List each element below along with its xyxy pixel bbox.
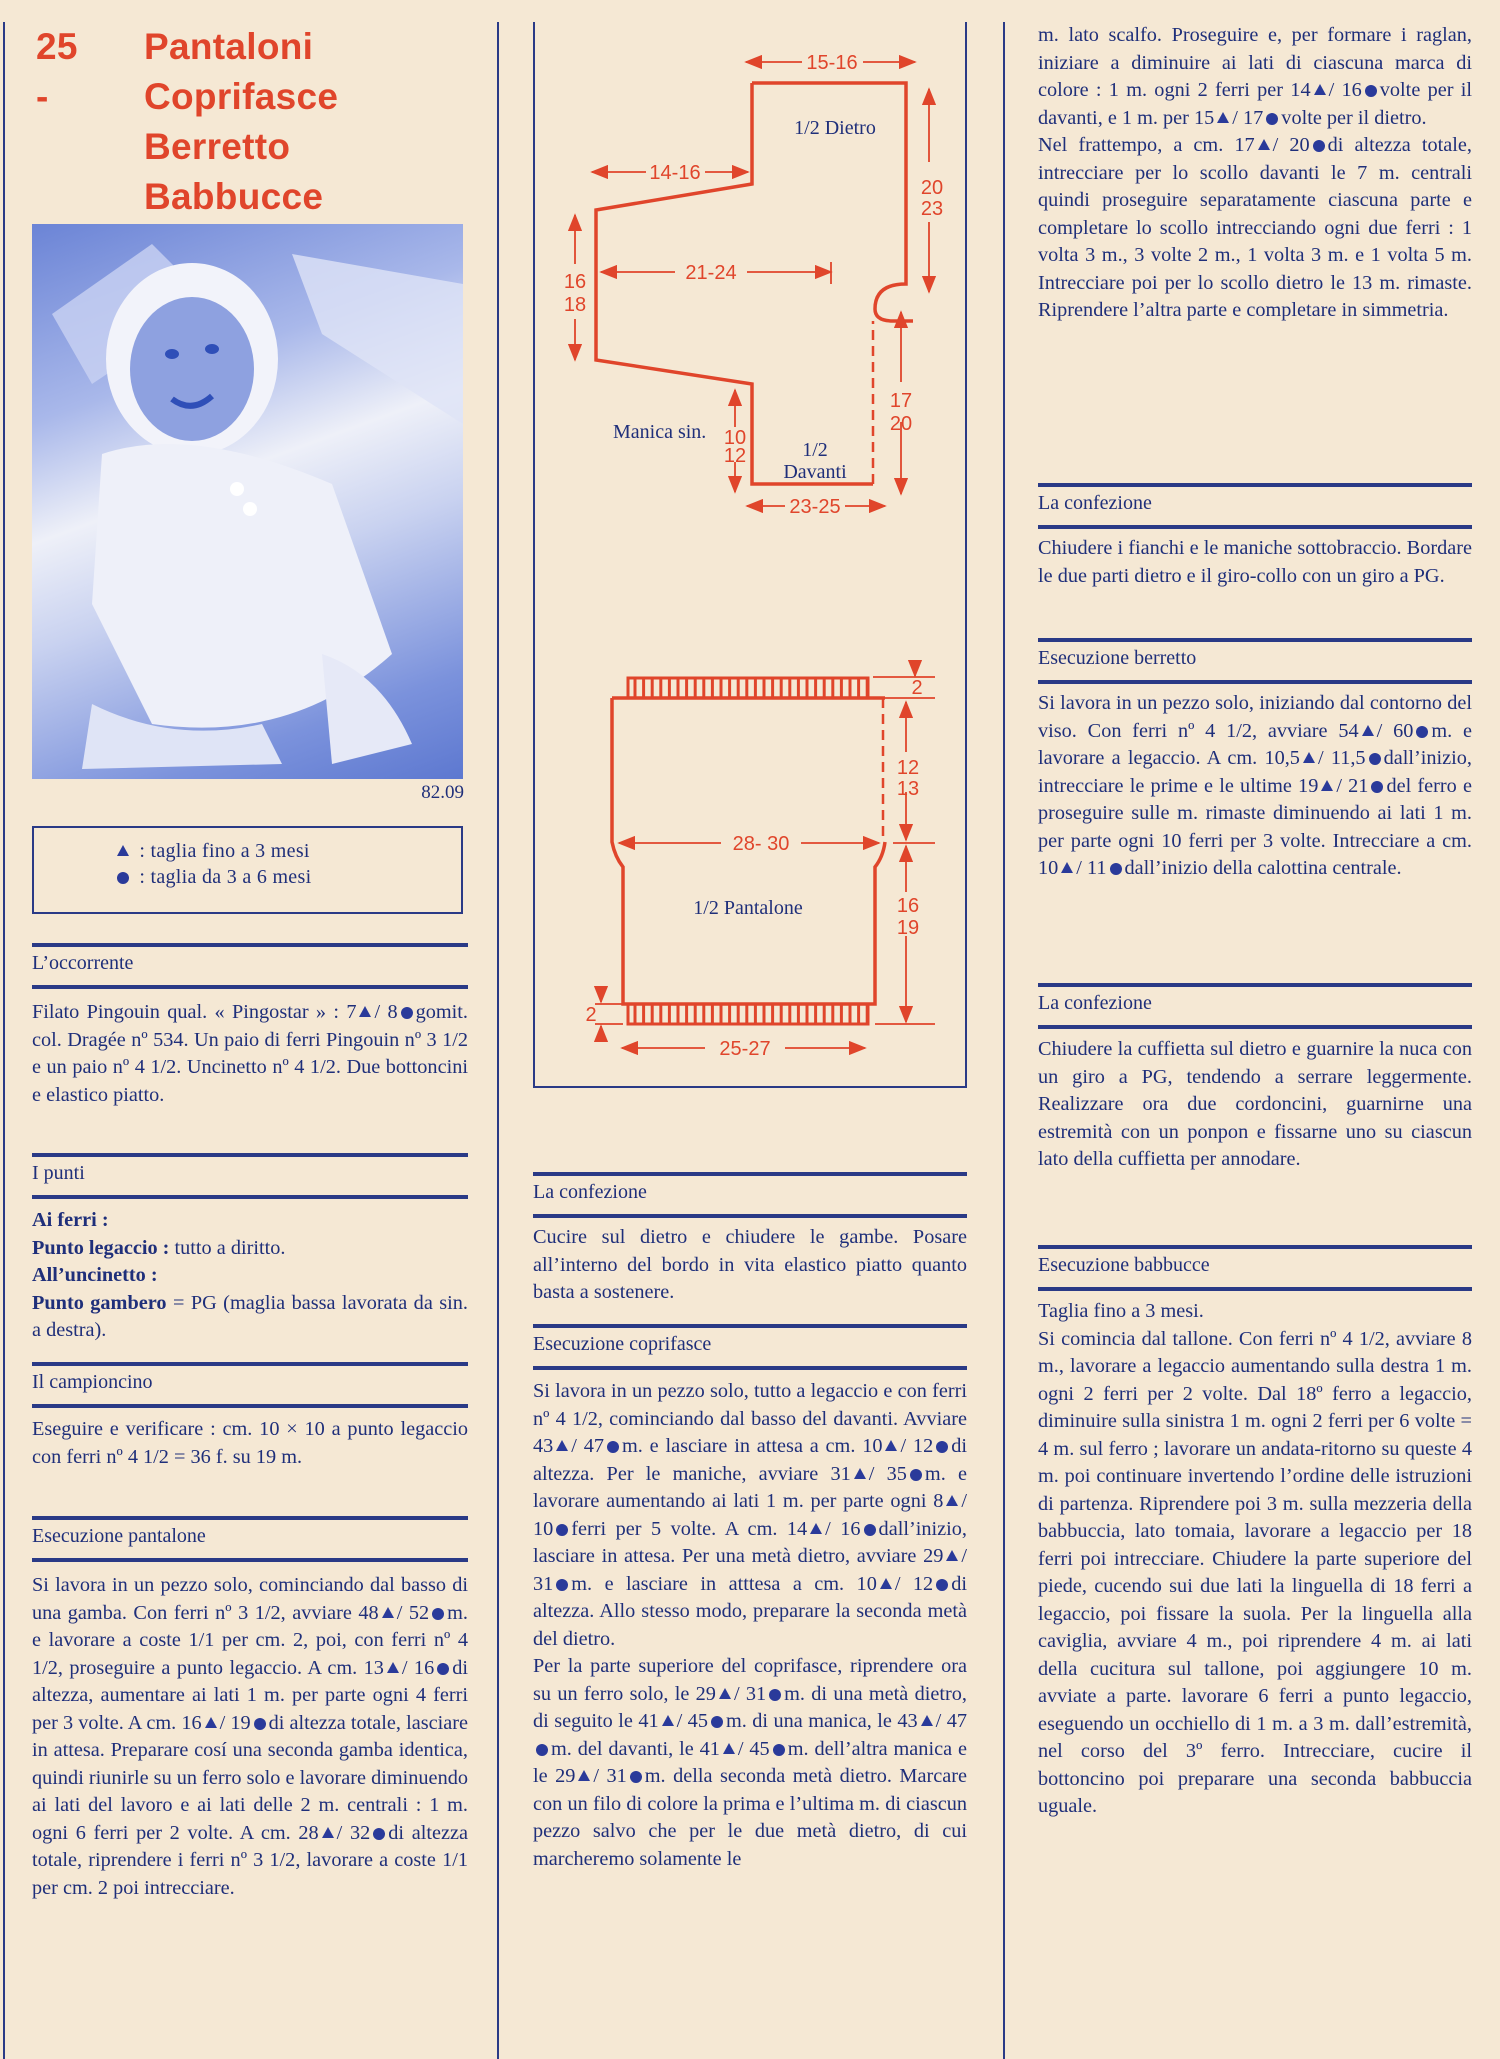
diagram-panel: [533, 22, 967, 1088]
heading-berretto: Esecuzione berretto: [1038, 638, 1472, 684]
heading-confezione-pantalone: La confezione: [533, 1172, 967, 1218]
circle-icon: [910, 1469, 922, 1481]
triangle-icon: [556, 1440, 568, 1451]
triangle-icon: [1321, 780, 1333, 791]
title-line-pantaloni: Pantaloni: [144, 26, 314, 67]
circle-icon: [630, 1771, 642, 1783]
heading-campioncino: Il campioncino: [32, 1362, 468, 1408]
triangle-icon: [1303, 752, 1315, 763]
measure-upper-height-1: 12: [896, 757, 920, 779]
circle-icon: [254, 1718, 266, 1730]
text-confezione-coprifasce: Chiudere i fianchi e le maniche sottobraccio. Bordare le due parti dietro e il giro-collo con un giro a PG.: [1038, 537, 1472, 587]
circle-icon: [607, 1441, 619, 1453]
circle-icon: [936, 1441, 948, 1453]
label-pantalone: 1/2 Pantalone: [693, 897, 803, 919]
measure-bottom-width: 25-27: [719, 1038, 771, 1060]
heading-confezione-coprifasce: La confezione: [1038, 483, 1472, 529]
text-coprifasce: Si lavora in un pezzo solo, tutto a legaccio e con ferri nº 4 1/2, cominciando dal basso del davanti. Avviare 43 / 47 m. e lasciare in attesa a cm. 10 / 12 di altezza. Per le maniche, avviare 31 / 35 m. e lavorare aumentando ai lati 1 m. per parte ogni 8 / 10 ferri per 5 volte. A cm. 14 / 16 dall’inizio, lasciare in attesa. Per una metà dietro, avviare 29 / 31 m. e lasciare in atttesa a cm. 10 / 12 di altezza. Allo stesso modo, preparare la seconda metà del dietro. Per la parte superiore del coprifasce, riprendere ora su un ferro solo, le 29 / 31 m. di una metà dietro, di seguito le 41 / 45 m. di una manica, le 43 / 47m. del davanti, le 41 / 45 m. dell’altra manica e le 29 / 31 m. della seconda metà dietro. Marcare con un filo di colore la prima e l’ultima m. di ciascun pezzo salvo che per le due metà dietro, di cui marcheremo solamente le: [533, 1380, 967, 1870]
text-occorrente: Filato Pingouin qual. « Pingostar » : 7 / 8 gomit. col. Dragée nº 534. Un paio di ferri Pingouin nº 3 1/2 e un paio nº 4 1/2. Uncinetto nº 4 1/2. Due bottoncini e elastico piatto.: [32, 1001, 468, 1106]
measure-top-width: 15-16: [806, 52, 858, 74]
legend-row-large: : taglia da 3 a 6 mesi: [114, 866, 311, 889]
circle-icon: [1365, 85, 1377, 97]
circle-icon: [1369, 753, 1381, 765]
measure-sleeve-low-1: 10: [723, 427, 747, 449]
triangle-icon: [946, 1495, 958, 1506]
measure-back-height-1: 20: [920, 177, 944, 199]
heading-babbucce: Esecuzione babbucce: [1038, 1245, 1472, 1291]
triangle-icon: [1258, 139, 1270, 150]
triangle-icon: [578, 1770, 590, 1781]
text-berretto: Si lavora in un pezzo solo, iniziando dal contorno del viso. Con ferri nº 4 1/2, avviare 54 / 60 m. e lavorare a legaccio. A cm. 10,5 / 11,5 dall’inizio, intrecciare le prime e le ultime 19 / 21 del ferro e proseguire sulle m. rimaste diminuendo ai lati 1 m. per parte ogni 10 ferri per 3 volte. Intrecciare a cm. 10 / 11 dall’inizio della calottina centrale.: [1038, 692, 1472, 879]
circle-icon: [432, 1608, 444, 1620]
measure-lower-height-2: 19: [896, 917, 920, 939]
text-coprifasce-continued: m. lato scalfo. Proseguire e, per formare i raglan, iniziare a diminuire ai lati di ciascuna marca di colore : 1 m. ogni 2 ferri per 14 / 16 volte per il davanti, e 1 m. per 15 / 17 volte per il dietro. Nel frattempo, a cm. 17 / 20 di altezza totale, intrecciare per lo scollo davanti le 7 m. centrali quindi proseguire separatamente ciascuna parte e completare lo scollo intrecciando ogni due ferri : 1 volta 3 m., 3 volte 2 m., 1 volta 3 m. e 1 volta 5 m. Intrecciare poi per lo scollo dietro le 13 m. rimaste. Riprendere l’altra parte e completare in simmetria.: [1038, 24, 1472, 321]
triangle-icon: [946, 1550, 958, 1561]
triangle-icon: [382, 1607, 394, 1618]
measure-bottom-width: 23-25: [789, 496, 841, 518]
heading-punti: I punti: [32, 1153, 468, 1199]
label-manica: Manica sin.: [613, 421, 707, 443]
text-confezione-pantalone: Cucire sul dietro e chiudere le gambe. Posare all’interno del bordo in vita elastico piatto quanto basta a sostenere.: [533, 1226, 967, 1303]
baby-photo: [32, 224, 463, 779]
triangle-icon: [387, 1662, 399, 1673]
circle-icon: [401, 1007, 413, 1019]
text-campioncino: Eseguire e verificare : cm. 10 × 10 a punto legaccio con ferri nº 4 1/2 = 36 f. su 19 m.: [32, 1418, 468, 1468]
circle-icon: [536, 1744, 548, 1756]
circle-icon: [1110, 863, 1122, 875]
column-rule-left: [3, 22, 5, 2059]
circle-icon: [437, 1663, 449, 1675]
heading-confezione-berretto: La confezione: [1038, 983, 1472, 1029]
heading-pantalone: Esecuzione pantalone: [32, 1516, 468, 1562]
triangle-icon: [359, 1006, 371, 1017]
triangle-icon: [723, 1743, 735, 1754]
label-davanti-1: 1/2: [802, 439, 828, 461]
triangle-icon: [322, 1827, 334, 1838]
heading-occorrente: L’occorrente: [32, 943, 468, 989]
title-line-berretto: Berretto: [144, 126, 291, 167]
circle-icon: [556, 1524, 568, 1536]
title-line-babbucce: Babbucce: [144, 176, 324, 217]
title-line-coprifasce: Coprifasce: [144, 76, 339, 117]
triangle-icon: [662, 1715, 674, 1726]
triangle-icon: [205, 1717, 217, 1728]
label-dietro: 1/2 Dietro: [794, 117, 876, 139]
measure-front-height-2: 20: [889, 413, 913, 435]
column-rule-2: [1003, 22, 1005, 2059]
column-1: [30, 0, 468, 2059]
photo-code: 82.09: [421, 782, 464, 803]
measure-front-height-1: 17: [889, 390, 913, 412]
measure-bottom-rib: 2: [585, 1004, 597, 1026]
measure-upper-height-2: 13: [896, 778, 920, 800]
size-legend: [32, 826, 463, 914]
text-babbucce: Taglia fino a 3 mesi. Si comincia dal tallone. Con ferri nº 4 1/2, avviare 8 m., lavorare a legaccio aumentando sulla destra 1 m. ogni 2 ferri per 2 volte. Dal 18º ferro a legaccio, diminuire sulla sinistra 1 m. ogni 2 ferri per 6 volte = 4 m. sul ferro ; lavorare un andata-ritorno su queste 4 m. poi continuare invertendo l’ordine delle istruzioni di partenza. Riprendere poi 3 m. sulla mezzeria della babbuccia, lato tomaia, lavorare a legaccio per 18 ferri poi intrecciare. Chiudere la parte superiore del piede, cucendo sui due lati la linguella di 18 ferri a legaccio, poi fissare la suola. Per la linguella alla caviglia, avviare 4 m., poi riprendere 4 m. ai lati della cucitura sul tallone, poi aggiungere 10 m. avviate a parte. lavorare 6 ferri a punto legaccio, eseguendo un occhiello di 1 m. a 3 m. dall’estremità, nel corso del 3º ferro. Intrecciare, cucire il bottoncino poi preparare una seconda babbuccia uguale.: [1038, 1300, 1472, 1817]
measure-mid-width: 28- 30: [732, 833, 790, 855]
triangle-icon: [1362, 725, 1374, 736]
triangle-icon: [885, 1440, 897, 1451]
column-2: [533, 0, 967, 2059]
text-punti: Ai ferri : Punto legaccio : tutto a diritto. All’uncinetto : Punto gambero = PG (maglia bassa lavorata da sin. a destra).: [32, 1209, 468, 1341]
triangle-icon: [1061, 862, 1073, 873]
circle-icon: [373, 1828, 385, 1840]
measure-sleeve-height-1: 16: [563, 271, 587, 293]
measure-sleeve-width: 21-24: [685, 262, 737, 284]
measure-sleeve-top: 14-16: [649, 162, 701, 184]
circle-icon: [117, 872, 129, 884]
text-pantalone: Si lavora in un pezzo solo, cominciando dal basso di una gamba. Con ferri nº 3 1/2, avviare 48 / 52 m. e lavorare a coste 1/1 per cm. 2, poi, con ferri nº 4 1/2, proseguire a punto legaccio. A cm. 13 / 16 di altezza, aumentare ai lati 1 m. per parte ogni 4 ferri per 3 volte. A cm. 16 / 19 di altezza totale, lasciare in attesa. Preparare cosí una seconda gamba identica, quindi riunirle su un ferro solo e lavorare diminuendo ai lati del lavoro e ai lati delle 2 m. centrali : 1 m. ogni 6 ferri per 2 volte. A cm. 28 / 32 di altezza totale, riprendere i ferri nº 3 1/2, lavorare a coste 1/1 per cm. 2 poi intrecciare.: [32, 1574, 468, 1899]
column-rule-1: [497, 22, 499, 2059]
pattern-number: 25 -: [36, 26, 78, 117]
circle-icon: [711, 1716, 723, 1728]
triangle-icon: [810, 1523, 822, 1534]
circle-icon: [1371, 781, 1383, 793]
triangle-icon: [1217, 112, 1229, 123]
triangle-icon: [1314, 84, 1326, 95]
circle-icon: [769, 1689, 781, 1701]
circle-icon: [1416, 726, 1428, 738]
measure-back-height-2: 23: [920, 198, 944, 220]
circle-icon: [1266, 113, 1278, 125]
measure-top-rib: 2: [911, 677, 923, 699]
legend-row-small: : taglia fino a 3 mesi: [114, 840, 310, 863]
triangle-icon: [854, 1468, 866, 1479]
triangle-icon: [921, 1715, 933, 1726]
circle-icon: [936, 1579, 948, 1591]
measure-sleeve-low-2: 12: [723, 445, 747, 467]
triangle-icon: [880, 1578, 892, 1589]
label-davanti-2: Davanti: [783, 461, 847, 483]
measure-lower-height-1: 16: [896, 895, 920, 917]
circle-icon: [773, 1744, 785, 1756]
column-3: [1038, 0, 1472, 2059]
circle-icon: [864, 1524, 876, 1536]
heading-coprifasce: Esecuzione coprifasce: [533, 1324, 967, 1370]
triangle-icon: [117, 845, 129, 856]
circle-icon: [1313, 140, 1325, 152]
measure-sleeve-height-2: 18: [563, 294, 587, 316]
text-confezione-berretto: Chiudere la cuffietta sul dietro e guarnire la nuca con un giro a PG, tendendo a serrare leggermente. Realizzare ora due cordoncini, guarnirne una estremità con un ponpon e fissarne uno su ciascun lato della cuffietta per annodare.: [1038, 1038, 1472, 1170]
triangle-icon: [719, 1688, 731, 1699]
circle-icon: [556, 1579, 568, 1591]
